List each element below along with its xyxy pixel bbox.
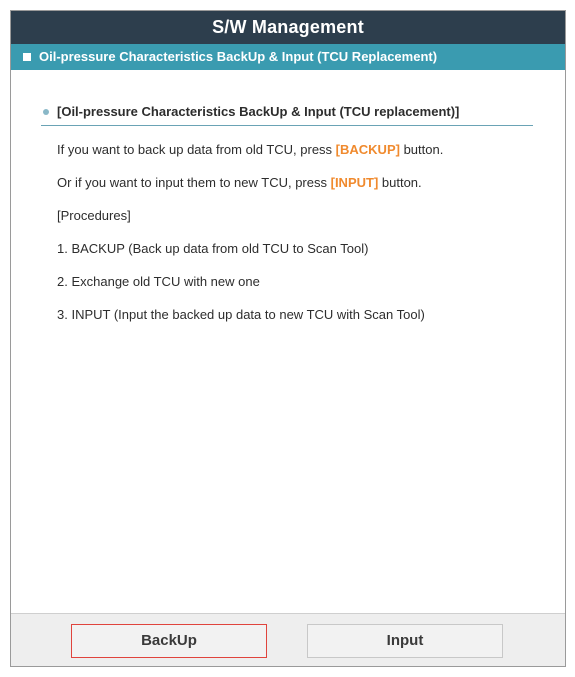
procedure-step-3: 3. INPUT (Input the backed up data to new TCU with Scan Tool): [57, 307, 425, 322]
round-bullet-icon: [43, 109, 49, 115]
procedure-step-1: 1. BACKUP (Back up data from old TCU to Scan Tool): [57, 241, 369, 256]
subheader-bar: [11, 44, 565, 70]
subheader-title: Oil-pressure Characteristics BackUp & Input (TCU Replacement): [39, 49, 438, 64]
content-panel: [11, 70, 565, 614]
instruction-backup-prefix: If you want to back up data from old TCU, press: [57, 142, 336, 157]
instruction-input: [57, 175, 533, 190]
input-button[interactable]: Input: [307, 624, 503, 658]
instruction-backup: [57, 142, 533, 157]
procedures-header: [Procedures]: [57, 208, 131, 223]
instruction-input-suffix: button.: [378, 175, 422, 190]
backup-highlight: [BACKUP]: [335, 142, 400, 157]
input-highlight: [INPUT]: [330, 175, 379, 190]
section-title: [41, 104, 533, 126]
section-title-text: [Oil-pressure Characteristics BackUp & Input (TCU replacement)]: [57, 104, 460, 119]
backup-button[interactable]: BackUp: [71, 624, 267, 658]
instruction-backup-suffix: button.: [399, 142, 444, 157]
square-bullet-icon: [23, 53, 31, 61]
sw-management-window: [10, 10, 566, 667]
instruction-input-prefix: Or if you want to input them to new TCU, press: [57, 175, 331, 190]
procedure-step-2: 2. Exchange old TCU with new one: [57, 274, 260, 289]
button-bar: [11, 613, 565, 666]
window-title: S/W Management: [11, 11, 565, 44]
